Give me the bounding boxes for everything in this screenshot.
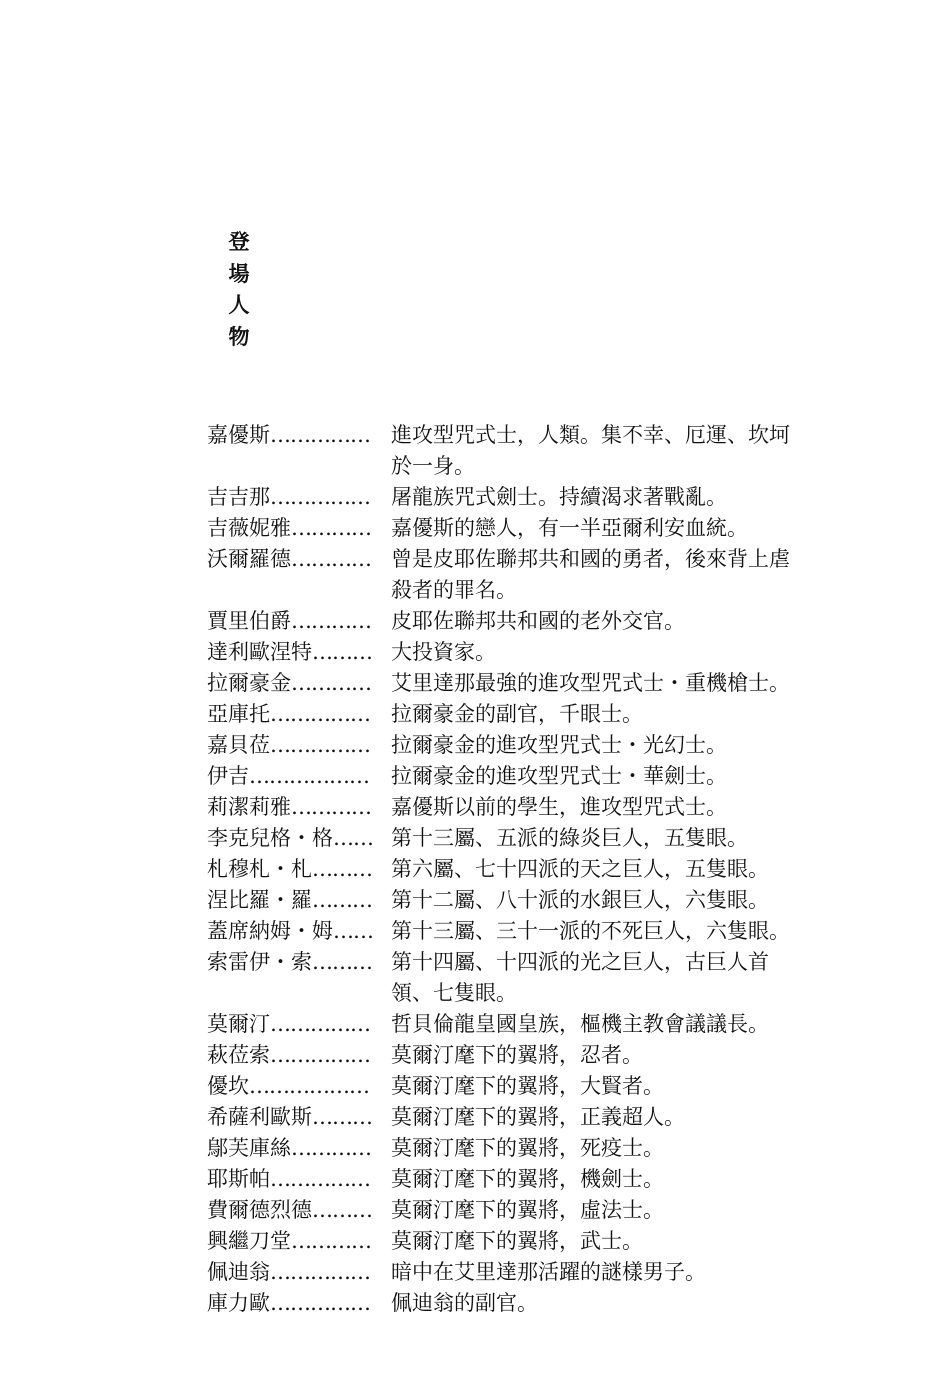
character-description: 莫爾汀麾下的翼將，機劍士。 — [391, 1167, 664, 1191]
character-entry — [0, 1071, 926, 1102]
dot-leader: ……… — [312, 640, 372, 664]
dot-leader: …………… — [270, 485, 370, 509]
character-entry — [0, 637, 926, 668]
character-entry — [0, 1257, 926, 1288]
character-entry — [0, 1195, 926, 1226]
page-title-char: 人 — [228, 292, 250, 317]
character-description: 哲貝倫龍皇國皇族，樞機主教會議議長。 — [391, 1012, 769, 1036]
character-name — [207, 637, 372, 668]
dot-leader: ……… — [312, 888, 372, 912]
character-name-text: 興繼刀堂 — [207, 1229, 291, 1253]
page-title-char: 物 — [228, 323, 250, 349]
character-entry — [0, 606, 926, 637]
character-name-text: 沃爾羅德 — [207, 547, 291, 571]
character-name-text: 鄔芙庫絲 — [207, 1136, 291, 1160]
page-title-char: 場 — [228, 260, 250, 286]
character-name-text: 嘉優斯 — [207, 423, 270, 447]
character-entry — [0, 668, 926, 699]
character-name — [207, 947, 372, 978]
character-entry — [0, 1288, 926, 1319]
dot-leader: …………… — [270, 1012, 370, 1036]
dot-leader: ……………… — [249, 1074, 369, 1098]
character-entry — [0, 482, 926, 513]
dot-leader: ………… — [291, 1136, 371, 1160]
character-name — [207, 885, 372, 916]
page-title-char: 登 — [228, 229, 250, 254]
character-name-text: 萩莅索 — [207, 1043, 270, 1067]
character-name-text: 亞庫托 — [207, 702, 270, 726]
character-name-text: 賈里伯爵 — [207, 609, 291, 633]
character-name-text: 優坎 — [207, 1074, 249, 1098]
character-entry — [0, 823, 926, 854]
character-name — [207, 544, 371, 575]
character-description: 佩迪翁的副官。 — [391, 1291, 538, 1315]
cast-list — [0, 420, 926, 1319]
character-name — [207, 668, 371, 699]
character-name-text: 莉潔莉雅 — [207, 795, 291, 819]
character-name-text: 庫力歐 — [207, 1291, 270, 1315]
character-name — [207, 761, 369, 792]
dot-leader: ………… — [291, 1229, 371, 1253]
character-name — [207, 792, 371, 823]
dot-leader: ………… — [291, 671, 371, 695]
dot-leader: …………… — [270, 1043, 370, 1067]
character-name — [207, 916, 373, 947]
character-description: 莫爾汀麾下的翼將，武士。 — [391, 1229, 643, 1253]
character-name-text: 蓋席納姆・姆 — [207, 919, 333, 943]
character-name-text: 希薩利歐斯 — [207, 1105, 312, 1129]
character-name-text: 吉吉那 — [207, 485, 270, 509]
character-description: 拉爾豪金的進攻型咒式士・華劍士。 — [391, 764, 727, 788]
character-description: 進攻型咒式士，人類。集不幸、厄運、坎坷 — [391, 423, 790, 447]
dot-leader: …………… — [270, 423, 370, 447]
character-name — [207, 482, 370, 513]
character-description: 第十四屬、十四派的光之巨人，古巨人首 — [391, 950, 769, 974]
dot-leader: …………… — [270, 1291, 370, 1315]
character-name — [207, 1102, 372, 1133]
character-name — [207, 420, 370, 451]
character-description: 於一身。 — [391, 454, 475, 478]
character-description: 皮耶佐聯邦共和國的老外交官。 — [391, 609, 685, 633]
character-description: 嘉優斯的戀人，有一半亞爾利安血統。 — [391, 516, 748, 540]
character-name — [207, 1009, 370, 1040]
character-description: 第六屬、七十四派的天之巨人，五隻眼。 — [391, 857, 769, 881]
character-entry-continuation — [0, 451, 926, 482]
character-name — [207, 730, 370, 761]
character-name — [207, 699, 370, 730]
character-entry — [0, 854, 926, 885]
character-description: 莫爾汀麾下的翼將，虛法士。 — [391, 1198, 664, 1222]
character-description: 暗中在艾里達那活躍的謎樣男子。 — [391, 1260, 706, 1284]
dot-leader: …………… — [270, 702, 370, 726]
dot-leader: ………… — [291, 516, 371, 540]
character-name — [207, 1195, 372, 1226]
character-name-text: 吉薇妮雅 — [207, 516, 291, 540]
character-description: 屠龍族咒式劍士。持續渴求著戰亂。 — [391, 485, 727, 509]
dot-leader: ……… — [312, 950, 372, 974]
character-entry — [0, 792, 926, 823]
character-name-text: 索雷伊・索 — [207, 950, 312, 974]
character-description: 第十二屬、八十派的水銀巨人，六隻眼。 — [391, 888, 769, 912]
character-entry — [0, 761, 926, 792]
character-entry — [0, 1009, 926, 1040]
character-name — [207, 1164, 370, 1195]
character-description: 第十三屬、五派的綠炎巨人，五隻眼。 — [391, 826, 748, 850]
character-entry — [0, 1102, 926, 1133]
character-name-text: 嘉貝莅 — [207, 733, 270, 757]
dot-leader: …… — [333, 826, 373, 850]
character-entry — [0, 916, 926, 947]
dot-leader: …………… — [270, 1167, 370, 1191]
character-entry — [0, 1133, 926, 1164]
character-name-text: 佩迪翁 — [207, 1260, 270, 1284]
character-name-text: 莫爾汀 — [207, 1012, 270, 1036]
character-entry — [0, 885, 926, 916]
dot-leader: ………… — [291, 795, 371, 819]
character-name — [207, 1071, 369, 1102]
character-name-text: 札穆札・札 — [207, 857, 312, 881]
character-name — [207, 606, 371, 637]
character-description: 莫爾汀麾下的翼將，正義超人。 — [391, 1105, 685, 1129]
character-entry — [0, 420, 926, 451]
character-name — [207, 1288, 370, 1319]
dot-leader: ……… — [312, 1198, 372, 1222]
dot-leader: ……………… — [249, 764, 369, 788]
character-name — [207, 1226, 371, 1257]
dot-leader: ………… — [291, 547, 371, 571]
character-entry-continuation — [0, 575, 926, 606]
dot-leader: …………… — [270, 1260, 370, 1284]
character-name-text: 達利歐涅特 — [207, 640, 312, 664]
character-name-text: 伊吉 — [207, 764, 249, 788]
character-name-text: 耶斯帕 — [207, 1167, 270, 1191]
character-description: 殺者的罪名。 — [391, 578, 517, 602]
character-description: 第十三屬、三十一派的不死巨人，六隻眼。 — [391, 919, 790, 943]
character-description: 莫爾汀麾下的翼將，忍者。 — [391, 1043, 643, 1067]
dot-leader: ………… — [291, 609, 371, 633]
character-entry — [0, 1164, 926, 1195]
dot-leader: ……… — [312, 1105, 372, 1129]
character-description: 艾里達那最強的進攻型咒式士・重機槍士。 — [391, 671, 790, 695]
dot-leader: ……… — [312, 857, 372, 881]
character-entry-continuation — [0, 978, 926, 1009]
character-description: 曾是皮耶佐聯邦共和國的勇者，後來背上虐 — [391, 547, 790, 571]
character-name — [207, 1133, 371, 1164]
character-name-text: 李克兒格・格 — [207, 826, 333, 850]
character-name — [207, 513, 371, 544]
character-name — [207, 1257, 370, 1288]
character-entry — [0, 947, 926, 978]
character-entry — [0, 730, 926, 761]
character-description: 嘉優斯以前的學生，進攻型咒式士。 — [391, 795, 727, 819]
character-name-text: 費爾德烈德 — [207, 1198, 312, 1222]
character-entry — [0, 544, 926, 575]
page-title — [222, 226, 256, 352]
dot-leader: …………… — [270, 733, 370, 757]
character-description: 拉爾豪金的進攻型咒式士・光幻士。 — [391, 733, 727, 757]
character-entry — [0, 699, 926, 730]
character-description: 莫爾汀麾下的翼將，大賢者。 — [391, 1074, 664, 1098]
character-name — [207, 823, 373, 854]
character-entry — [0, 1226, 926, 1257]
character-description: 莫爾汀麾下的翼將，死疫士。 — [391, 1136, 664, 1160]
character-description: 拉爾豪金的副官，千眼士。 — [391, 702, 643, 726]
character-description: 大投資家。 — [391, 640, 496, 664]
dot-leader: …… — [333, 919, 373, 943]
character-entry — [0, 513, 926, 544]
character-name-text: 涅比羅・羅 — [207, 888, 312, 912]
character-name — [207, 854, 372, 885]
character-description: 領、七隻眼。 — [391, 981, 517, 1005]
character-entry — [0, 1040, 926, 1071]
character-name-text: 拉爾豪金 — [207, 671, 291, 695]
character-name — [207, 1040, 370, 1071]
